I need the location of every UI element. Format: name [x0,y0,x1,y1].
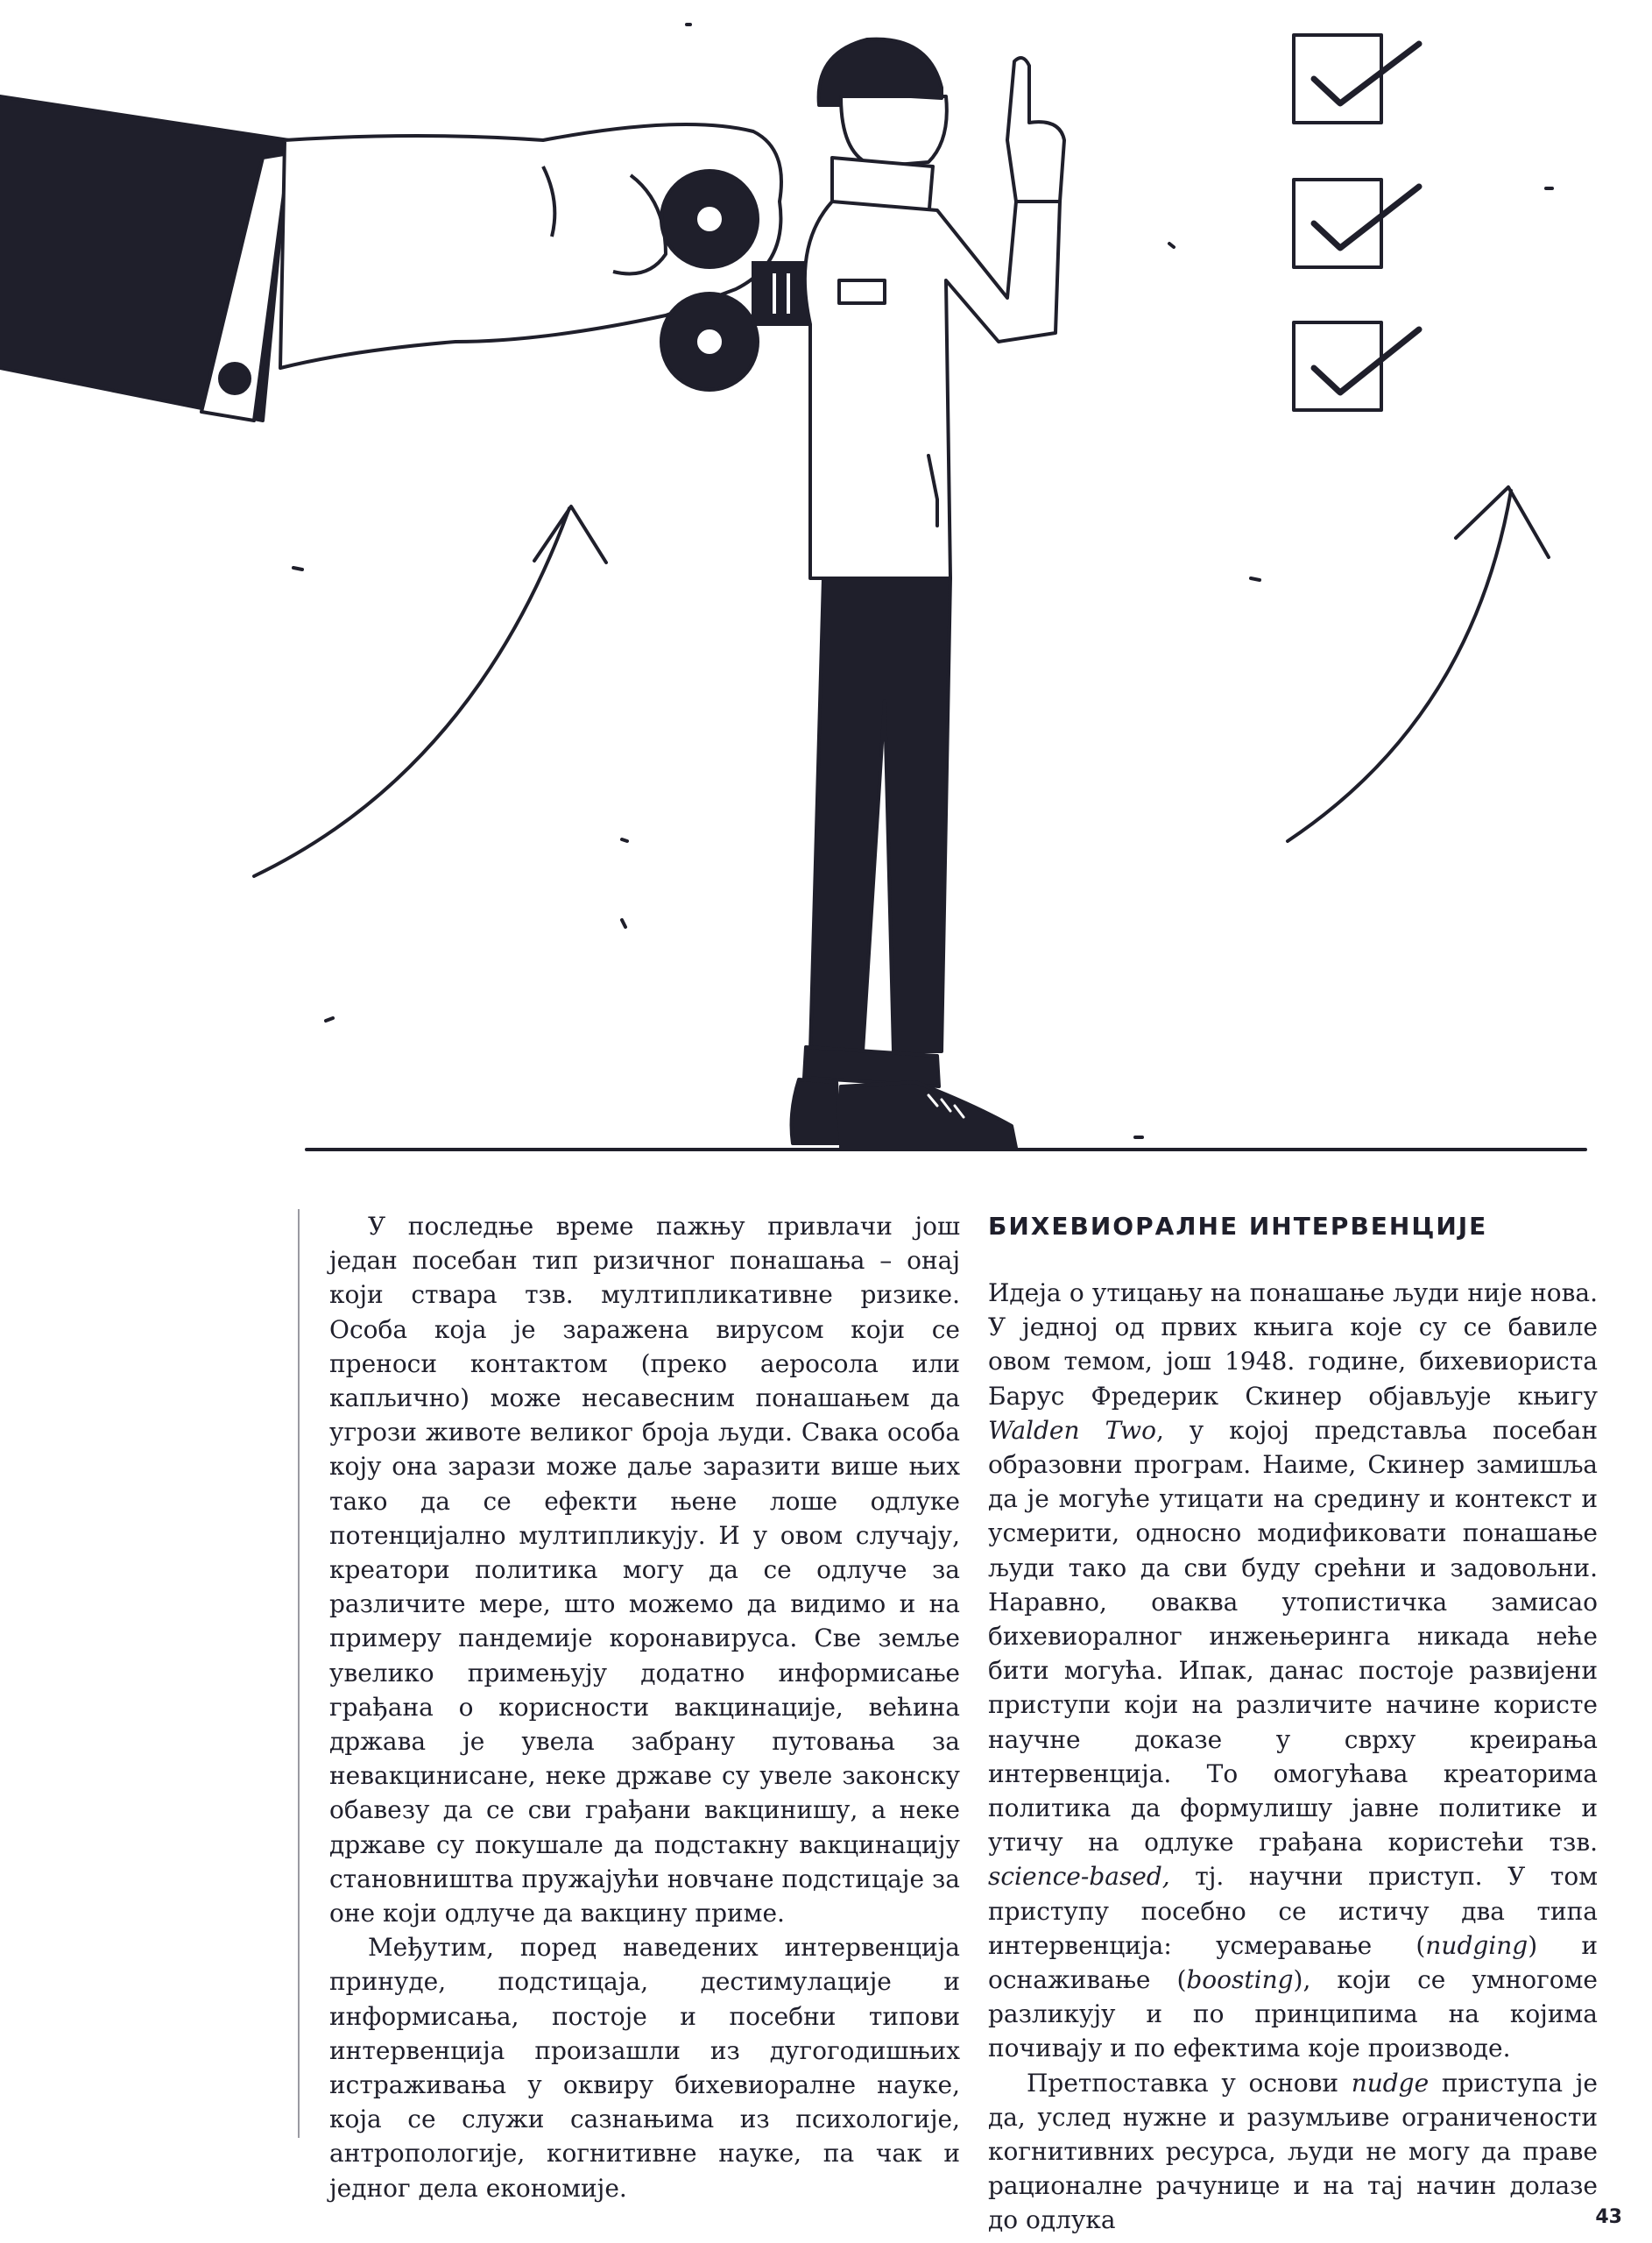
checkbox-icon-3 [1294,322,1419,410]
paragraph: У последње време пажњу привлачи још један посебан тип ризичног понашања – онај који ствара тзв. мултипликативне ризике. Особа која је заражена вирусом који се преноси контактом (преко аеросола или капљично) може несавесним понашањем да угрози животе великог броја људи. Свака особа коју она зарази може даље заразити више њих тако да се ефекти њене лоше одлуке потенцијално мултипликују. И у овом случају, креатори политика могу да се одлуче за различите мере, што можемо да видимо и на примеру пандемије коронавируса. Све земље увелико примењују додатно информисање грађана о корисности вакцинације, већина држава је увела забрану путовања за невакцинисане, неке државе су увеле законску обавезу да се сви грађани вакцинишу, а неке државе су покушале да подстакну вакцинацију становништва пружајући новчане подстицаје за оне који одлуче да вакцину приме. [329,1212,960,1928]
paragraph: Међутим, поред наведених интервенција принуде, подстицаја, дестимулације и информисања, постоје и посебни типови интервенција произашли из дугогодишњих истраживања у оквиру бихевиоралне науке, која се служи сазнањима из психологије, антропологије, когнитивне науке, па чак и једног дела економије. [329,1933,960,2203]
paragraph: Идеја о утицању на понашање људи није нова. У једној од првих књига које су се бавиле овом темом, још 1948. године, бихевиориста Барус Фредерик Скинер објављује књигу Walden Two, у којој представља посебан образовни програм. Наиме, Скинер замишља да је могуће утицати на средину и контекст и усмерити, односно модификовати понашање људи тако да сви буду срећни и задовољни. Наравно, оваква утопистичка замисао бихевиоралног инжењеринга никада неће бити могућа. Ипак, данас постоје развијени приступи који на различите начине користе научне доказе у сврху креирања интервенција. То омогућава креаторима политика да формулишу јавне политике и утичу на одлуке грађана користећи тзв. science-based, тј. научни приступ. У том приступу посебно се истичу два типа интервенција: усмеравање (nudging) и оснаживање (boosting), који се умногоме разликују и по принципима на којима почивају и по ефектима које производе. [988,1278,1598,2063]
man-figure [792,39,1064,1148]
left-arrow-icon [254,506,606,876]
section-heading: БИХЕВИОРАЛНЕ ИНТЕРВЕНЦИЈЕ [988,1212,1488,1241]
right-arrow-icon [1288,487,1549,841]
page-number: 43 [1595,2206,1622,2228]
checkbox-icon-2 [1294,180,1419,267]
paragraph: Претпоставка у основи nudge приступа је да, услед нужне и разумљиве ограничености когнитивних ресурса, људи не могу да праве рационалне рачунице и на тај начин долазе до одлука [988,2068,1598,2235]
hand-icon [0,96,781,421]
checkbox-icon-1 [1294,35,1419,123]
left-text-column [298,1209,960,2203]
right-text-column [988,1209,1598,2238]
